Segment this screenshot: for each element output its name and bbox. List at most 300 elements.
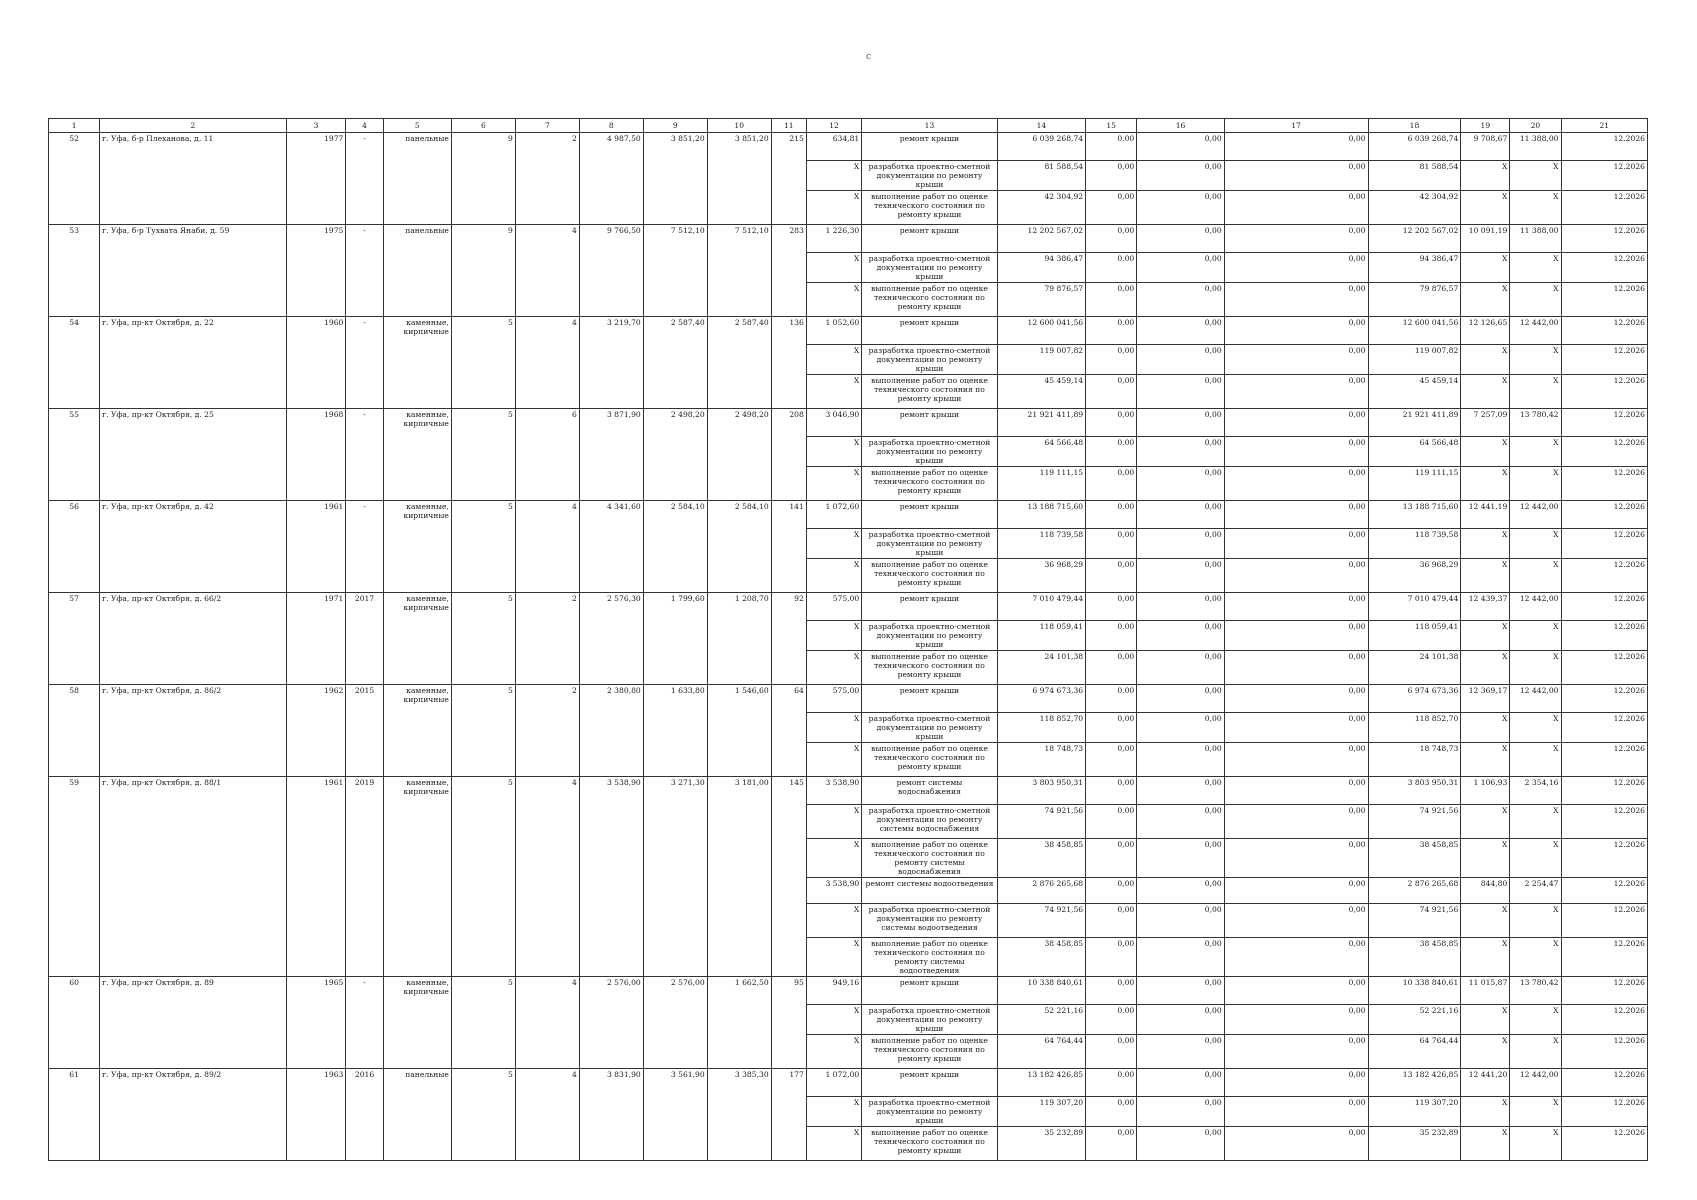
table-row (49, 133, 1648, 161)
work-type-cell: ремонт крыши (862, 685, 997, 713)
cost-cell-17: 0,00 (1224, 1127, 1368, 1161)
unit-cost-cell: 844,80 (1461, 878, 1510, 904)
cost-cell-16: 0,00 (1137, 317, 1224, 345)
unit-cost-cell: X (1461, 345, 1510, 375)
work-type-cell: разработка проектно-сметной документации по ремонту крыши (862, 1005, 997, 1035)
max-unit-cost-cell: 11 388,00 (1510, 133, 1561, 161)
cost-cell-18: 118 852,70 (1368, 713, 1461, 743)
work-type-cell: разработка проектно-сметной документации по ремонту системы водоснабжения (862, 805, 997, 839)
entry-number-cell: 54 (49, 317, 100, 409)
deadline-cell: 12.2026 (1561, 375, 1648, 409)
entry-number-cell: 53 (49, 225, 100, 317)
unit-cost-cell: X (1461, 191, 1510, 225)
unit-cost-cell: 1 106,93 (1461, 777, 1510, 805)
cost-cell-15: 0,00 (1086, 1005, 1137, 1035)
cost-cell-16: 0,00 (1137, 743, 1224, 777)
cost-cell-17: 0,00 (1224, 593, 1368, 621)
max-unit-cost-cell: 12 442,00 (1510, 501, 1561, 529)
max-unit-cost-cell: X (1510, 621, 1561, 651)
cost-cell-15: 0,00 (1086, 1069, 1137, 1097)
total-cost-cell: 118 059,41 (997, 621, 1085, 651)
cost-cell-18: 119 007,82 (1368, 345, 1461, 375)
cost-cell-17: 0,00 (1224, 161, 1368, 191)
deadline-cell: 12.2026 (1561, 161, 1648, 191)
year-overhaul-cell: - (346, 133, 383, 225)
residents-cell: 95 (771, 977, 806, 1069)
column-number-cell: 12 (806, 119, 861, 133)
unit-cost-cell: X (1461, 283, 1510, 317)
unit-cost-cell: 12 441,19 (1461, 501, 1510, 529)
work-type-cell: ремонт крыши (862, 501, 997, 529)
work-volume-cell: X (806, 345, 861, 375)
year-built-cell: 1961 (286, 501, 346, 593)
work-volume-cell: 3 538,90 (806, 878, 861, 904)
cost-cell-18: 7 010 479,44 (1368, 593, 1461, 621)
table-body (49, 119, 1648, 1161)
deadline-cell: 12.2026 (1561, 685, 1648, 713)
column-number-cell: 15 (1086, 119, 1137, 133)
entry-number-cell: 55 (49, 409, 100, 501)
deadline-cell: 12.2026 (1561, 1005, 1648, 1035)
work-volume-cell: X (806, 651, 861, 685)
unit-cost-cell: X (1461, 805, 1510, 839)
total-cost-cell: 24 101,38 (997, 651, 1085, 685)
work-volume-cell: 1 226,30 (806, 225, 861, 253)
cost-cell-17: 0,00 (1224, 1069, 1368, 1097)
cost-cell-18: 3 803 950,31 (1368, 777, 1461, 805)
max-unit-cost-cell: 13 780,42 (1510, 977, 1561, 1005)
cost-cell-15: 0,00 (1086, 409, 1137, 437)
cost-cell-17: 0,00 (1224, 777, 1368, 805)
total-cost-cell: 52 221,16 (997, 1005, 1085, 1035)
work-type-cell: ремонт крыши (862, 225, 997, 253)
address-cell: г. Уфа, пр-кт Октября, д. 89 (100, 977, 287, 1069)
entry-number-cell: 59 (49, 777, 100, 977)
max-unit-cost-cell: X (1510, 283, 1561, 317)
column-number-cell: 8 (579, 119, 643, 133)
cost-cell-16: 0,00 (1137, 409, 1224, 437)
total-cost-cell: 18 748,73 (997, 743, 1085, 777)
unit-cost-cell: 9 708,67 (1461, 133, 1510, 161)
residents-cell: 145 (771, 777, 806, 977)
deadline-cell: 12.2026 (1561, 1035, 1648, 1069)
total-cost-cell: 35 232,89 (997, 1127, 1085, 1161)
cost-cell-16: 0,00 (1137, 839, 1224, 878)
total-cost-cell: 64 764,44 (997, 1035, 1085, 1069)
column-number-cell: 11 (771, 119, 806, 133)
total-cost-cell: 81 588,54 (997, 161, 1085, 191)
deadline-cell: 12.2026 (1561, 559, 1648, 593)
total-area-cell: 3 871,90 (579, 409, 643, 501)
cost-cell-18: 24 101,38 (1368, 651, 1461, 685)
unit-cost-cell: X (1461, 713, 1510, 743)
cost-cell-16: 0,00 (1137, 225, 1224, 253)
work-volume-cell: X (806, 283, 861, 317)
cost-cell-18: 38 458,85 (1368, 839, 1461, 878)
cost-cell-16: 0,00 (1137, 777, 1224, 805)
table-row (49, 501, 1648, 529)
total-cost-cell: 119 007,82 (997, 345, 1085, 375)
work-type-cell: разработка проектно-сметной документации по ремонту крыши (862, 1097, 997, 1127)
cost-cell-18: 21 921 411,89 (1368, 409, 1461, 437)
wall-material-cell: каменные, кирпичные (383, 685, 451, 777)
cost-cell-17: 0,00 (1224, 467, 1368, 501)
floors-cell: 5 (451, 409, 515, 501)
year-built-cell: 1975 (286, 225, 346, 317)
residents-cell: 177 (771, 1069, 806, 1161)
cost-cell-15: 0,00 (1086, 1097, 1137, 1127)
area-cell: 7 512,10 (643, 225, 707, 317)
cost-cell-15: 0,00 (1086, 253, 1137, 283)
max-unit-cost-cell: X (1510, 161, 1561, 191)
work-volume-cell: 1 072,60 (806, 501, 861, 529)
work-type-cell: разработка проектно-сметной документации по ремонту крыши (862, 253, 997, 283)
work-type-cell: ремонт крыши (862, 409, 997, 437)
entry-number-cell: 52 (49, 133, 100, 225)
address-cell: г. Уфа, пр-кт Октября, д. 66/2 (100, 593, 287, 685)
table-row (49, 777, 1648, 805)
address-cell: г. Уфа, пр-кт Октября, д. 89/2 (100, 1069, 287, 1161)
max-unit-cost-cell: X (1510, 437, 1561, 467)
cost-cell-17: 0,00 (1224, 685, 1368, 713)
work-type-cell: ремонт крыши (862, 593, 997, 621)
cost-cell-15: 0,00 (1086, 805, 1137, 839)
area-cell-2: 1 662,50 (707, 977, 771, 1069)
deadline-cell: 12.2026 (1561, 317, 1648, 345)
year-built-cell: 1963 (286, 1069, 346, 1161)
cost-cell-17: 0,00 (1224, 1035, 1368, 1069)
deadline-cell: 12.2026 (1561, 805, 1648, 839)
cost-cell-16: 0,00 (1137, 904, 1224, 938)
cost-cell-17: 0,00 (1224, 529, 1368, 559)
cost-cell-17: 0,00 (1224, 805, 1368, 839)
cost-cell-15: 0,00 (1086, 225, 1137, 253)
column-number-cell: 17 (1224, 119, 1368, 133)
deadline-cell: 12.2026 (1561, 904, 1648, 938)
work-type-cell: выполнение работ по оценке технического состояния по ремонту крыши (862, 743, 997, 777)
page-mark: с (866, 52, 872, 62)
cost-cell-16: 0,00 (1137, 713, 1224, 743)
work-volume-cell: 3 538,90 (806, 777, 861, 805)
year-overhaul-cell: - (346, 501, 383, 593)
cost-cell-15: 0,00 (1086, 839, 1137, 878)
unit-cost-cell: X (1461, 743, 1510, 777)
cost-cell-18: 2 876 265,68 (1368, 878, 1461, 904)
residents-cell: 215 (771, 133, 806, 225)
table-row (49, 317, 1648, 345)
year-built-cell: 1962 (286, 685, 346, 777)
cost-cell-17: 0,00 (1224, 743, 1368, 777)
area-cell-2: 1 208,70 (707, 593, 771, 685)
address-cell: г. Уфа, пр-кт Октября, д. 86/2 (100, 685, 287, 777)
cost-cell-15: 0,00 (1086, 743, 1137, 777)
cost-cell-18: 12 202 567,02 (1368, 225, 1461, 253)
column-number-cell: 4 (346, 119, 383, 133)
deadline-cell: 12.2026 (1561, 621, 1648, 651)
unit-cost-cell: X (1461, 1035, 1510, 1069)
floors-cell: 9 (451, 133, 515, 225)
work-volume-cell: X (806, 467, 861, 501)
total-area-cell: 2 576,00 (579, 977, 643, 1069)
cost-cell-18: 118 739,58 (1368, 529, 1461, 559)
max-unit-cost-cell: X (1510, 713, 1561, 743)
floors-cell: 5 (451, 317, 515, 409)
work-volume-cell: X (806, 743, 861, 777)
total-cost-cell: 118 852,70 (997, 713, 1085, 743)
max-unit-cost-cell: 12 442,00 (1510, 685, 1561, 713)
unit-cost-cell: 10 091,19 (1461, 225, 1510, 253)
work-volume-cell: X (806, 161, 861, 191)
area-cell: 3 561,90 (643, 1069, 707, 1161)
work-volume-cell: X (806, 938, 861, 977)
unit-cost-cell: X (1461, 161, 1510, 191)
max-unit-cost-cell: X (1510, 559, 1561, 593)
max-unit-cost-cell: X (1510, 1097, 1561, 1127)
address-cell: г. Уфа, пр-кт Октября, д. 22 (100, 317, 287, 409)
cost-cell-16: 0,00 (1137, 805, 1224, 839)
deadline-cell: 12.2026 (1561, 1127, 1648, 1161)
max-unit-cost-cell: 12 442,00 (1510, 317, 1561, 345)
max-unit-cost-cell: 13 780,42 (1510, 409, 1561, 437)
year-built-cell: 1961 (286, 777, 346, 977)
cost-cell-18: 94 386,47 (1368, 253, 1461, 283)
work-type-cell: разработка проектно-сметной документации по ремонту системы водоотведения (862, 904, 997, 938)
cost-cell-17: 0,00 (1224, 621, 1368, 651)
cost-cell-15: 0,00 (1086, 685, 1137, 713)
year-overhaul-cell: 2015 (346, 685, 383, 777)
max-unit-cost-cell: 2 254,47 (1510, 878, 1561, 904)
year-overhaul-cell: - (346, 225, 383, 317)
cost-cell-17: 0,00 (1224, 437, 1368, 467)
total-cost-cell: 3 803 950,31 (997, 777, 1085, 805)
area-cell: 1 799,60 (643, 593, 707, 685)
work-type-cell: выполнение работ по оценке технического состояния по ремонту системы водоснабжения (862, 839, 997, 878)
cost-cell-16: 0,00 (1137, 191, 1224, 225)
deadline-cell: 12.2026 (1561, 839, 1648, 878)
cost-cell-15: 0,00 (1086, 501, 1137, 529)
work-type-cell: выполнение работ по оценке технического состояния по ремонту крыши (862, 1127, 997, 1161)
total-cost-cell: 21 921 411,89 (997, 409, 1085, 437)
entry-number-cell: 58 (49, 685, 100, 777)
work-volume-cell: 634,81 (806, 133, 861, 161)
cost-cell-16: 0,00 (1137, 345, 1224, 375)
work-type-cell: разработка проектно-сметной документации по ремонту крыши (862, 529, 997, 559)
total-area-cell: 3 219,70 (579, 317, 643, 409)
area-cell-2: 3 181,00 (707, 777, 771, 977)
deadline-cell: 12.2026 (1561, 977, 1648, 1005)
wall-material-cell: панельные (383, 133, 451, 225)
cost-cell-15: 0,00 (1086, 713, 1137, 743)
work-volume-cell: 575,00 (806, 593, 861, 621)
cost-cell-15: 0,00 (1086, 317, 1137, 345)
area-cell-2: 1 546,60 (707, 685, 771, 777)
cost-cell-15: 0,00 (1086, 375, 1137, 409)
column-number-cell: 21 (1561, 119, 1648, 133)
work-type-cell: ремонт крыши (862, 133, 997, 161)
cost-cell-15: 0,00 (1086, 437, 1137, 467)
address-cell: г. Уфа, б-р Плеханова, д. 11 (100, 133, 287, 225)
cost-cell-15: 0,00 (1086, 651, 1137, 685)
total-cost-cell: 13 182 426,85 (997, 1069, 1085, 1097)
work-volume-cell: X (806, 559, 861, 593)
wall-material-cell: каменные, кирпичные (383, 593, 451, 685)
wall-material-cell: каменные, кирпичные (383, 409, 451, 501)
entrances-cell: 4 (515, 501, 579, 593)
entrances-cell: 4 (515, 317, 579, 409)
area-cell: 2 576,00 (643, 977, 707, 1069)
table-row (49, 593, 1648, 621)
residents-cell: 141 (771, 501, 806, 593)
year-built-cell: 1977 (286, 133, 346, 225)
year-built-cell: 1971 (286, 593, 346, 685)
cost-cell-17: 0,00 (1224, 904, 1368, 938)
max-unit-cost-cell: X (1510, 938, 1561, 977)
entrances-cell: 4 (515, 1069, 579, 1161)
work-volume-cell: X (806, 191, 861, 225)
unit-cost-cell: X (1461, 839, 1510, 878)
unit-cost-cell: X (1461, 1127, 1510, 1161)
cost-cell-15: 0,00 (1086, 777, 1137, 805)
deadline-cell: 12.2026 (1561, 191, 1648, 225)
cost-cell-18: 42 304,92 (1368, 191, 1461, 225)
unit-cost-cell: X (1461, 253, 1510, 283)
total-cost-cell: 64 566,48 (997, 437, 1085, 467)
deadline-cell: 12.2026 (1561, 938, 1648, 977)
unit-cost-cell: 11 015,87 (1461, 977, 1510, 1005)
deadline-cell: 12.2026 (1561, 1097, 1648, 1127)
cost-cell-17: 0,00 (1224, 191, 1368, 225)
work-type-cell: выполнение работ по оценке технического состояния по ремонту системы водоотведения (862, 938, 997, 977)
cost-cell-17: 0,00 (1224, 1005, 1368, 1035)
deadline-cell: 12.2026 (1561, 283, 1648, 317)
cost-cell-16: 0,00 (1137, 133, 1224, 161)
unit-cost-cell: 12 441,20 (1461, 1069, 1510, 1097)
residents-cell: 208 (771, 409, 806, 501)
work-type-cell: выполнение работ по оценке технического состояния по ремонту крыши (862, 283, 997, 317)
year-built-cell: 1960 (286, 317, 346, 409)
max-unit-cost-cell: X (1510, 345, 1561, 375)
work-volume-cell: X (806, 1035, 861, 1069)
unit-cost-cell: X (1461, 938, 1510, 977)
cost-cell-16: 0,00 (1137, 529, 1224, 559)
work-volume-cell: X (806, 1127, 861, 1161)
cost-cell-17: 0,00 (1224, 977, 1368, 1005)
work-volume-cell: X (806, 839, 861, 878)
entry-number-cell: 56 (49, 501, 100, 593)
wall-material-cell: каменные, кирпичные (383, 501, 451, 593)
table-row (49, 225, 1648, 253)
unit-cost-cell: X (1461, 529, 1510, 559)
column-number-cell: 10 (707, 119, 771, 133)
column-number-cell: 14 (997, 119, 1085, 133)
cost-cell-17: 0,00 (1224, 375, 1368, 409)
cost-cell-16: 0,00 (1137, 437, 1224, 467)
work-volume-cell: 949,16 (806, 977, 861, 1005)
cost-cell-15: 0,00 (1086, 621, 1137, 651)
residents-cell: 283 (771, 225, 806, 317)
max-unit-cost-cell: X (1510, 467, 1561, 501)
work-type-cell: разработка проектно-сметной документации по ремонту крыши (862, 621, 997, 651)
total-area-cell: 2 380,80 (579, 685, 643, 777)
address-cell: г. Уфа, пр-кт Октября, д. 88/1 (100, 777, 287, 977)
floors-cell: 5 (451, 977, 515, 1069)
unit-cost-cell: 12 439,37 (1461, 593, 1510, 621)
area-cell-2: 3 851,20 (707, 133, 771, 225)
total-area-cell: 2 576,30 (579, 593, 643, 685)
cost-cell-18: 45 459,14 (1368, 375, 1461, 409)
entry-number-cell: 61 (49, 1069, 100, 1161)
total-area-cell: 3 831,90 (579, 1069, 643, 1161)
total-area-cell: 4 987,50 (579, 133, 643, 225)
address-cell: г. Уфа, б-р Тухвата Янаби, д. 59 (100, 225, 287, 317)
cost-cell-15: 0,00 (1086, 283, 1137, 317)
unit-cost-cell: X (1461, 559, 1510, 593)
cost-cell-17: 0,00 (1224, 1097, 1368, 1127)
cost-cell-16: 0,00 (1137, 878, 1224, 904)
work-volume-cell: 575,00 (806, 685, 861, 713)
total-area-cell: 4 341,60 (579, 501, 643, 593)
unit-cost-cell: X (1461, 1097, 1510, 1127)
total-cost-cell: 12 600 041,56 (997, 317, 1085, 345)
total-cost-cell: 10 338 840,61 (997, 977, 1085, 1005)
cost-cell-17: 0,00 (1224, 501, 1368, 529)
total-cost-cell: 7 010 479,44 (997, 593, 1085, 621)
cost-cell-18: 119 111,15 (1368, 467, 1461, 501)
cost-cell-17: 0,00 (1224, 133, 1368, 161)
work-volume-cell: X (806, 805, 861, 839)
cost-cell-17: 0,00 (1224, 409, 1368, 437)
cost-cell-17: 0,00 (1224, 559, 1368, 593)
work-type-cell: ремонт крыши (862, 977, 997, 1005)
column-number-cell: 7 (515, 119, 579, 133)
max-unit-cost-cell: 12 442,00 (1510, 593, 1561, 621)
year-overhaul-cell: 2017 (346, 593, 383, 685)
area-cell: 3 271,30 (643, 777, 707, 977)
cost-cell-18: 6 039 268,74 (1368, 133, 1461, 161)
cost-cell-16: 0,00 (1137, 559, 1224, 593)
wall-material-cell: каменные, кирпичные (383, 777, 451, 977)
deadline-cell: 12.2026 (1561, 437, 1648, 467)
cost-cell-17: 0,00 (1224, 345, 1368, 375)
address-cell: г. Уфа, пр-кт Октября, д. 42 (100, 501, 287, 593)
area-cell-2: 3 385,30 (707, 1069, 771, 1161)
total-cost-cell: 118 739,58 (997, 529, 1085, 559)
total-cost-cell: 13 188 715,60 (997, 501, 1085, 529)
table-row (49, 977, 1648, 1005)
work-volume-cell: 3 046,90 (806, 409, 861, 437)
entrances-cell: 2 (515, 685, 579, 777)
deadline-cell: 12.2026 (1561, 501, 1648, 529)
area-cell: 2 498,20 (643, 409, 707, 501)
cost-cell-18: 13 188 715,60 (1368, 501, 1461, 529)
work-type-cell: выполнение работ по оценке технического состояния по ремонту крыши (862, 559, 997, 593)
floors-cell: 5 (451, 593, 515, 685)
cost-cell-16: 0,00 (1137, 283, 1224, 317)
cost-cell-15: 0,00 (1086, 904, 1137, 938)
cost-cell-15: 0,00 (1086, 878, 1137, 904)
column-number-cell: 6 (451, 119, 515, 133)
deadline-cell: 12.2026 (1561, 777, 1648, 805)
max-unit-cost-cell: X (1510, 253, 1561, 283)
cost-cell-18: 10 338 840,61 (1368, 977, 1461, 1005)
year-overhaul-cell: - (346, 977, 383, 1069)
repair-program-table-container (48, 118, 1648, 1161)
work-type-cell: ремонт крыши (862, 1069, 997, 1097)
area-cell-2: 2 584,10 (707, 501, 771, 593)
total-cost-cell: 79 876,57 (997, 283, 1085, 317)
cost-cell-16: 0,00 (1137, 1097, 1224, 1127)
cost-cell-16: 0,00 (1137, 1069, 1224, 1097)
